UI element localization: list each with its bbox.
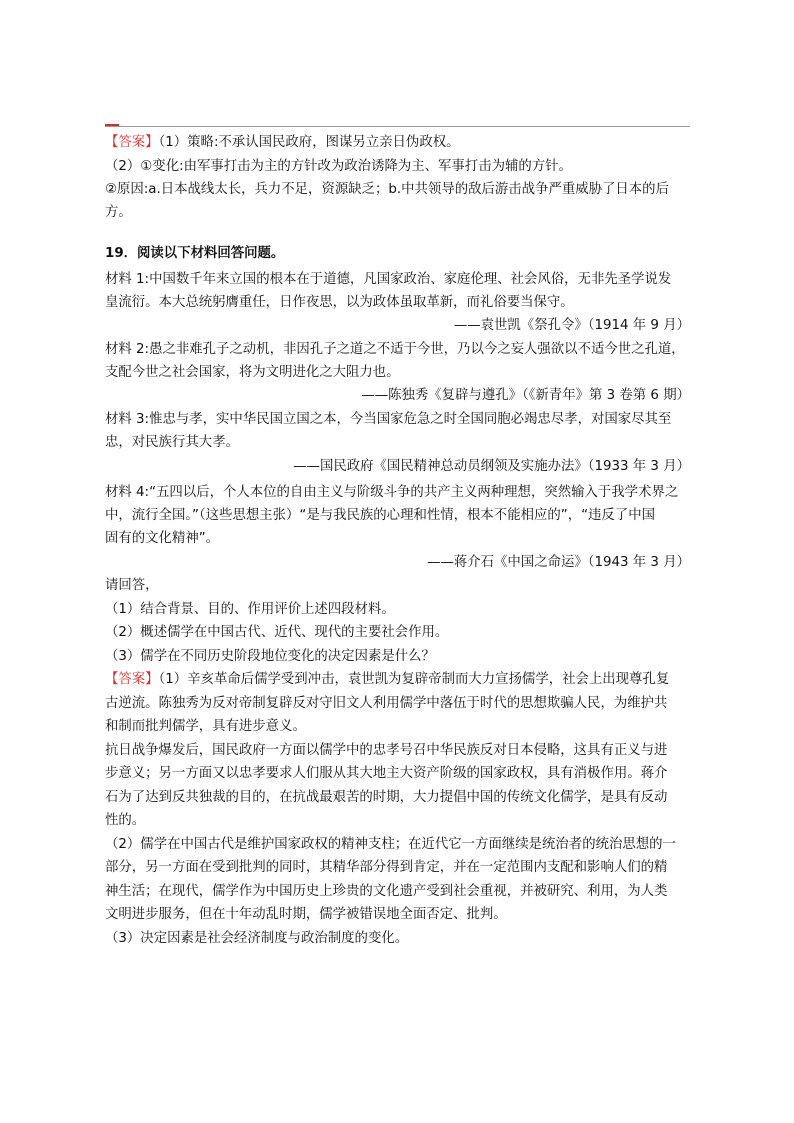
- answer-1-line-5: 步意义；另一方面又以忠孝要求人们服从其大地主大资产阶级的国家政权，具有消极作用。蒋介: [105, 766, 668, 781]
- material-4-line-1: 材料 4:“五四以后，个人本位的自由主义与阶级斗争的共产主义两种理想，突然输入于我学术界之: [105, 485, 679, 500]
- material-4-line-2: 中，流行全国。”（这些思想主张）“是与我民族的心理和性情，根本不能相应的”，“违反了中国: [105, 508, 655, 523]
- material-3-line-2: 忠，对民族行其大孝。: [105, 435, 239, 450]
- material-2-line-2: 支配今世之社会国家，将为文明进化之大阻力也。: [105, 365, 400, 380]
- answer-2-line-4: 文明进步服务，但在十年动乱时期，儒学被错误地全面否定、批判。: [105, 907, 507, 922]
- answer-2-line-3: 神生活；在现代，儒学作为中国历史上珍贵的文化遗产受到社会重视，并被研究、利用，为人类: [105, 884, 668, 899]
- answer-1-line-1: 【答案】（1）辛亥革命后儒学受到冲击，袁世凯为复辟帝制而大力宣扬儒学，社会上出现尊孔复: [105, 672, 670, 687]
- answer-1-line-6: 石为了达到反共独裁的目的，在抗战最艰苦的时期，大力提倡中国的传统文化儒学，是具有反动: [105, 790, 668, 805]
- sub-question-2: （2）概述儒学在中国古代、近代、现代的主要社会作用。: [105, 625, 449, 640]
- q18-answer-line-4: 方。: [105, 205, 132, 220]
- question-19-title: 19．阅读以下材料回答问题。: [105, 246, 285, 261]
- answer-1-line-3: 和制而批判儒学，具有进步意义。: [105, 719, 306, 734]
- ask-line: 请回答，: [105, 578, 159, 593]
- answer-2-line-2: 部分，另一方面在受到批判的同时，其精华部分得到肯定，并在一定范围内支配和影响人们的精: [105, 860, 668, 875]
- material-1-line-2: 皇流衍。本大总统躬膺重任，日作夜思，以为政体虽取革新，而礼俗要当保守。: [105, 295, 574, 310]
- sub-question-1: （1）结合背景、目的、作用评价上述四段材料。: [105, 602, 395, 617]
- material-2-source: ——陈独秀《复辟与遵孔》（《新青年》第 3 卷第 6 期）: [361, 388, 690, 403]
- material-1-line-1: 材料 1:中国数千年来立国的根本在于道德，凡国家政治、家庭伦理、社会风俗，无非先圣学说发: [105, 272, 672, 287]
- answer-3-line-1: （3）决定因素是社会经济制度与政治制度的变化。: [105, 931, 409, 946]
- material-2-line-1: 材料 2:愚之非难孔子之动机，非因孔子之道之不适于今世，乃以今之妄人强欲以不适今世之孔道，: [105, 342, 685, 357]
- answer-1-line-2: 古逆流。陈独秀为反对帝制复辟反对守旧文人利用儒学中落伍于时代的思想欺骗人民，为维护共: [105, 696, 668, 711]
- q18-answer-line-2: （2）①变化:由军事打击为主的方针改为政治诱降为主、军事打击为辅的方针。: [105, 159, 572, 174]
- material-3-source: ——国民政府《国民精神总动员纲领及实施办法》（1933 年 3 月）: [293, 459, 690, 474]
- material-1-source: ——袁世凯《祭孔令》（1914 年 9 月）: [453, 318, 690, 333]
- material-4-source: ——蒋介石《中国之命运》（1943 年 3 月）: [427, 555, 690, 570]
- material-4-line-3: 固有的文化精神”。: [105, 531, 220, 546]
- answer-label: 【答案】: [105, 672, 159, 687]
- answer-label: 【答案】: [105, 135, 159, 150]
- top-rule: [105, 126, 690, 127]
- material-3-line-1: 材料 3:惟忠与孝，实中华民国立国之本，今当国家危急之时全国同胞必竭忠尽孝，对国家尽其至: [105, 412, 672, 427]
- answer-2-line-1: （2）儒学在中国古代是维护国家政权的精神支柱；在近代它一方面继续是统治者的统治思想的一: [105, 837, 676, 852]
- answer-1-line-7: 性的。: [105, 813, 146, 828]
- answer-1-line-4: 抗日战争爆发后，国民政府一方面以儒学中的忠孝号召中华民族反对日本侵略，这具有正义与进: [105, 743, 668, 758]
- sub-question-3: （3）儒学在不同历史阶段地位变化的决定因素是什么？: [105, 649, 435, 664]
- q18-answer-line-3: ②原因:a.日本战线太长，兵力不足，资源缺乏；b.中共领导的敌后游击战争严重威胁了日本的后: [105, 182, 669, 197]
- q18-answer-line-1: 【答案】（1）策略:不承认国民政府，图谋另立亲日伪政权。: [105, 135, 460, 150]
- top-red-mark: [105, 124, 119, 126]
